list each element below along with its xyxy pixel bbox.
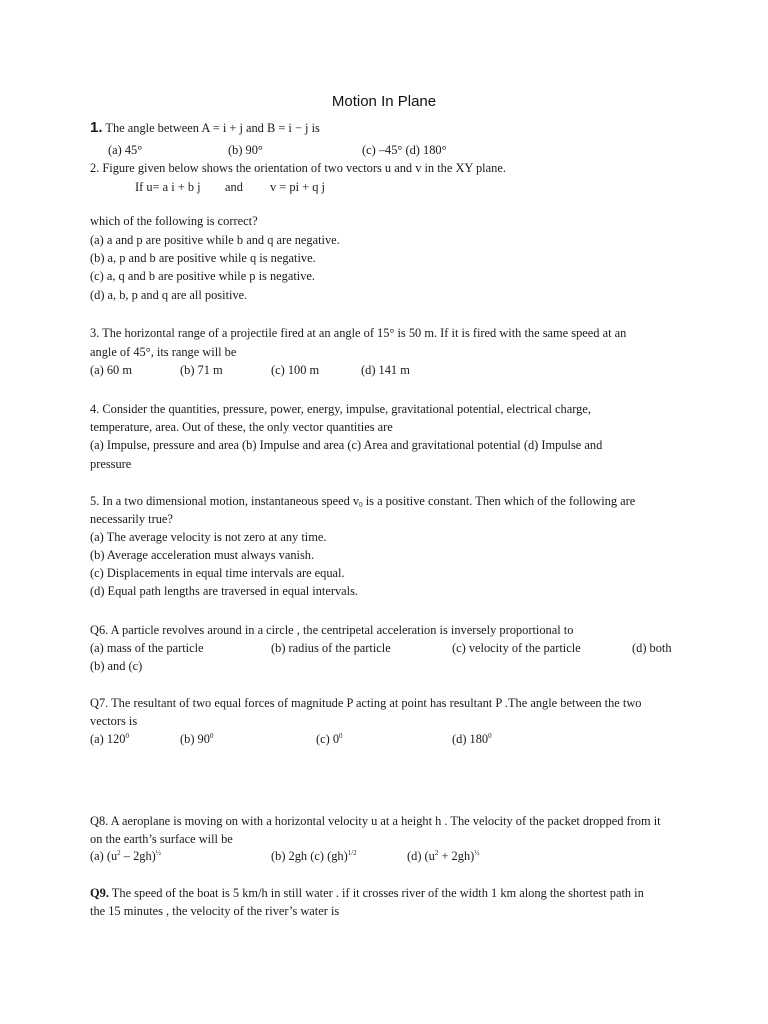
question-5-text-part-1: 5. In a two dimensional motion, instantaneous speed v [90,494,360,508]
question-7-option-d-degree: 0 [488,732,492,740]
question-8-option-d-square: 2 [434,849,439,857]
question-9-text [90,885,644,901]
question-5-text-part-2: is a positive constant. Then which of the following are [362,494,636,508]
question-4-options-cont: pressure [90,457,132,471]
question-6-text: Q6. A particle revolves around in a circle , the centripetal acceleration is inversely proportional to [90,623,574,637]
question-7-option-d [452,731,492,747]
question-8-option-a-exponent: ½ [155,849,162,857]
question-5-text-cont: necessarily true? [90,512,173,526]
question-8-option-d-part-1: (d) (u [407,849,435,863]
question-1 [90,120,320,136]
question-8-option-a-part-2: – 2gh) [120,849,156,863]
question-5-option-a: (a) The average velocity is not zero at any time. [90,530,327,544]
question-7-option-c [316,731,343,747]
question-2-option-a: (a) a and p are positive while b and q are negative. [90,233,340,247]
question-9-text-part-1: The speed of the boat is 5 km/h in still water . if it crosses river of the width 1 km along the shortest path in [108,886,644,900]
question-2-equation-v: v = pi + q j [270,180,325,194]
question-5-option-d: (d) Equal path lengths are traversed in equal intervals. [90,584,359,598]
question-6-option-b: (b) radius of the particle [271,641,391,655]
question-6-option-a: (a) mass of the particle [90,641,204,655]
question-2-option-c: (c) a, q and b are positive while p is negative. [90,269,316,283]
question-3-text: 3. The horizontal range of a projectile fired at an angle of 15° is 50 m. If it is fired with the same speed at an [90,326,627,340]
question-1-text: The angle between A = i + j and B = i − j is [105,121,320,135]
question-7-option-b [180,731,213,747]
question-7-option-d-text: (d) 180 [452,732,489,746]
page-title: Motion In Plane [331,93,437,110]
question-5-text [90,493,635,509]
question-2-option-b: (b) a, p and b are positive while q is negative. [90,251,316,265]
question-7-text-cont: vectors is [90,714,138,728]
question-8-text-cont: on the earth’s surface will be [90,832,233,846]
question-1-option-a: (a) 45° [108,143,143,157]
question-6-option-d-cont: (b) and (c) [90,659,143,673]
question-2-option-d: (d) a, b, p and q are all positive. [90,288,248,302]
question-3-option-b: (b) 71 m [180,363,223,377]
question-7-option-a-text: (a) 120 [90,732,126,746]
question-8-option-d [407,848,480,864]
question-4-text-cont: temperature, area. Out of these, the only vector quantities are [90,420,393,434]
question-7-option-b-degree: 0 [209,732,214,740]
question-3-option-d: (d) 141 m [361,363,410,377]
question-7-text: Q7. The resultant of two equal forces of magnitude P acting at point has resultant P .The angle between the two [90,696,642,710]
question-5-option-c: (c) Displacements in equal time intervals are equal. [90,566,345,580]
question-2-text: 2. Figure given below shows the orientation of two vectors u and v in the XY plane. [90,161,506,175]
question-2-equation-u: If u= a i + b j [135,180,201,194]
question-8-option-b-c-text: (b) 2gh (c) (gh) [271,849,348,863]
question-8-option-a-square: 2 [117,849,121,857]
question-3-text-cont: angle of 45°, its range will be [90,345,237,359]
question-1-option-c-d: (c) –45° (d) 180° [362,143,447,157]
question-1-option-b: (b) 90° [228,143,263,157]
question-8-option-d-exponent: ½ [474,849,480,857]
question-8-option-b-c [271,848,357,864]
question-5-option-b: (b) Average acceleration must always vanish. [90,548,315,562]
question-7-option-a [90,731,129,747]
question-8-option-a [90,848,161,864]
question-1-number: 1. [90,119,103,136]
question-2-equation-and: and [225,180,243,194]
question-6-option-d: (d) both [632,641,672,655]
question-9-text-cont: the 15 minutes , the velocity of the river’s water is [90,904,340,918]
question-8-text: Q8. A aeroplane is moving on with a horizontal velocity u at a height h . The velocity of the packet dropped from it [90,814,661,828]
question-4-options: (a) Impulse, pressure and area (b) Impulse and area (c) Area and gravitational potential (d) Impulse and [90,438,603,452]
question-8-option-a-part-1: (a) (u [90,849,118,863]
question-7-option-b-text: (b) 90 [180,732,210,746]
question-8-option-c-exponent: 1/2 [347,849,357,857]
question-2-prompt: which of the following is correct? [90,214,258,228]
question-7-option-c-text: (c) 0 [316,732,340,746]
question-4-text: 4. Consider the quantities, pressure, power, energy, impulse, gravitational potential, electrical charge, [90,402,591,416]
question-5-speed-subscript: 0 [359,501,363,509]
question-9-number: Q9. [90,886,109,900]
question-7-option-a-degree: 0 [125,732,129,740]
question-3-option-c: (c) 100 m [271,363,320,377]
question-7-option-c-degree: 0 [339,732,343,740]
question-3-option-a: (a) 60 m [90,363,132,377]
question-8-option-d-part-2: + 2gh) [438,849,475,863]
question-6-option-c: (c) velocity of the particle [452,641,581,655]
